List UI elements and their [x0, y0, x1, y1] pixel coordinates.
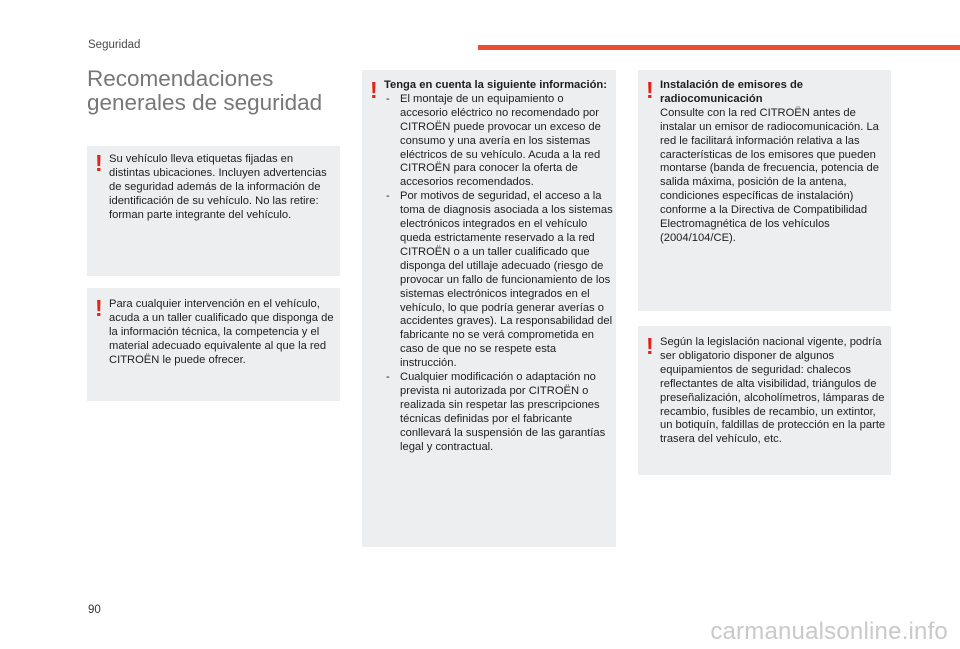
list-item [384, 190, 614, 371]
warning-text: Consulte con la red CITROËN antes de instalar un emisor de radiocomunicación. La red le facilitará información relativa a las características de los emisores que pueden montarse (banda de frecuencia, potencia de salida máxima, posición de la antena, condiciones específicas de instalación) conforme a la Directiva de Compatibilidad Electromagnética de los vehículos (2004/104/CE). [660, 106, 879, 244]
list-item-text: Por motivos de seguridad, el acceso a la toma de diagnosis asociada a los sistemas electrónicos integrados en el vehículo queda estrictamente reservado a la red CITROËN o a un taller cualificado que disponga del utillaje adecuado (riesgo de provocar un fallo de funcionamiento de los sistemas electrónicos integrados en el vehículo, lo que podría generar averías o accidentes graves). La responsabilidad del fabricante no se verá comprometida en caso de que no se respete esta instrucción. [400, 190, 613, 370]
warning-box-labels [87, 146, 340, 276]
warning-box-labels-text [109, 153, 337, 223]
warning-icon: ! [95, 295, 103, 321]
list-item-text: Cualquier modificación o adaptación no prevista ni autorizada por CITROËN o realizada sin respetar las prescripciones técnicas definidas por el fabricante conllevará la suspensión de las garantías legal y contractual. [400, 371, 606, 453]
warning-box-radio-transmitters-text [660, 79, 889, 246]
warning-heading: Tenga en cuenta la siguiente información: [384, 79, 607, 91]
page-title-line-2: generales de seguridad [87, 90, 323, 115]
section-accent-bar [478, 45, 960, 50]
warning-heading: Instalación de emisores de radiocomunicación [660, 79, 804, 105]
warning-list [384, 93, 614, 455]
warning-text: Para cualquier intervención en el vehículo, acuda a un taller cualificado que disponga de la información técnica, la competencia y el material adecuado equivalente al que la red CITROËN le puede ofrecer. [109, 298, 334, 366]
page-title-line-1: Recomendaciones [87, 66, 274, 91]
page-number: 90 [88, 604, 101, 616]
warning-icon: ! [646, 77, 654, 103]
warning-box-safety-equipment [638, 326, 891, 475]
section-label: Seguridad [88, 39, 141, 51]
warning-box-radio-transmitters [638, 70, 891, 311]
list-dash: - [386, 190, 390, 203]
warning-icon: ! [646, 333, 654, 359]
warning-box-information [362, 70, 616, 547]
list-dash: - [386, 371, 390, 384]
warning-box-safety-equipment-text [660, 336, 889, 447]
list-dash: - [386, 92, 390, 105]
list-item [384, 371, 614, 454]
warning-icon: ! [95, 150, 103, 176]
page-title [87, 67, 357, 115]
warning-icon: ! [370, 77, 378, 103]
watermark: carmanualsonline.info [710, 618, 948, 645]
warning-text: Su vehículo lleva etiquetas fijadas en distintas ubicaciones. Incluyen advertencias de seguridad además de la información de identificación de su vehículo. No las retire: forman parte integrante del vehículo. [109, 153, 327, 221]
list-item [384, 93, 614, 190]
warning-box-qualified-workshop-text [109, 298, 338, 368]
list-item-text: El montaje de un equipamiento o accesorio eléctrico no recomendado por CITROËN puede provocar un exceso de consumo y una avería en los sistemas eléctricos de su vehículo. Acuda a la red CITROËN para conocer la oferta de accesorios recomendados. [400, 92, 601, 189]
warning-box-qualified-workshop [87, 288, 340, 401]
warning-text: Según la legislación nacional vigente, podría ser obligatorio disponer de algunos equipamientos de seguridad: chalecos reflectantes de alta visibilidad, triángulos de preseñalización, alcoholímetros, lámparas de recambio, fusibles de recambio, un extintor, un botiquín, faldillas de protección en la parte trasera del vehículo, etc. [660, 336, 886, 446]
warning-box-information-text [384, 79, 614, 454]
